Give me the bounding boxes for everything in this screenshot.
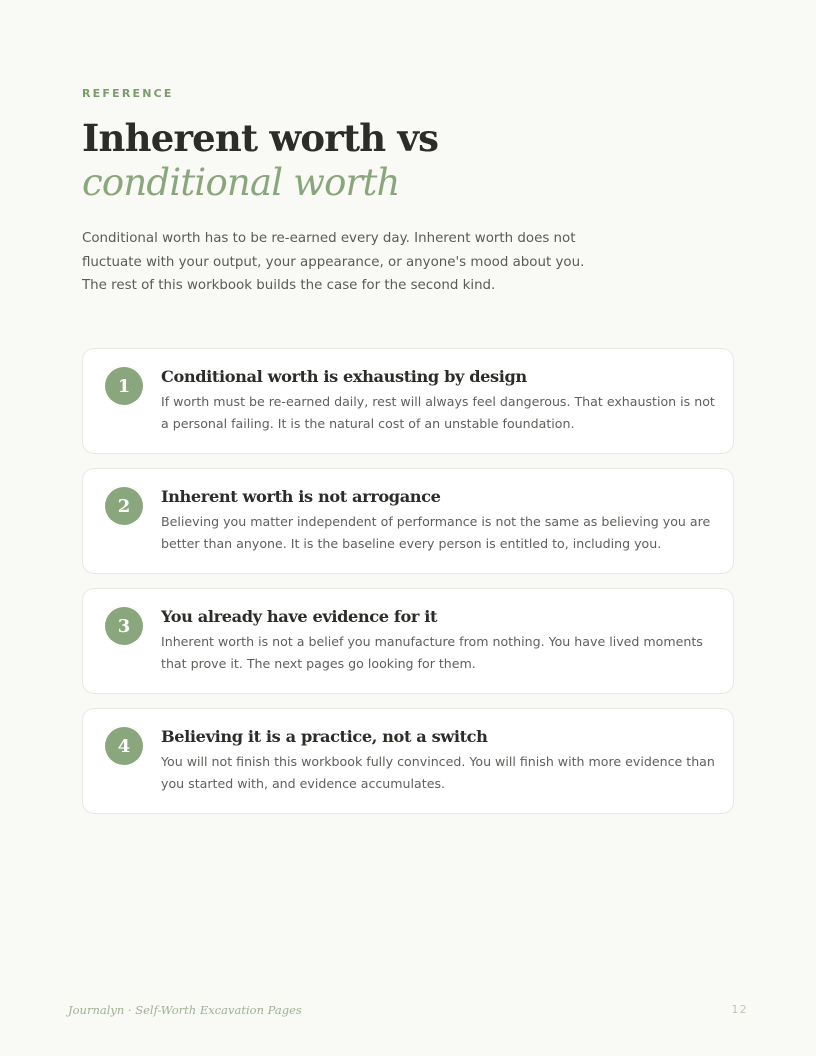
card-number-badge: 1	[105, 367, 143, 405]
card-item	[82, 468, 734, 574]
card-item	[82, 588, 734, 694]
card-title: Believing it is a practice, not a switch	[161, 727, 488, 746]
section-eyebrow: REFERENCE	[82, 87, 174, 100]
page-title	[82, 116, 642, 205]
footer-brand: Journalyn · Self-Worth Excavation Pages	[68, 1003, 302, 1017]
card-title: Inherent worth is not arrogance	[161, 487, 441, 506]
title-accent: conditional worth	[82, 161, 400, 204]
card-list	[82, 348, 734, 828]
intro-paragraph: Conditional worth has to be re-earned every day. Inherent worth does not fluctuate with your output, your appearance, or anyone's mood about you. The rest of this workbook builds the case for the second kind.	[82, 231, 585, 293]
card-body: If worth must be re-earned daily, rest will always feel dangerous. That exhaustion is not a personal failing. It is the natural cost of an unstable foundation.	[161, 394, 715, 431]
card-body: Inherent worth is not a belief you manufacture from nothing. You have lived moments that prove it. The next pages go looking for them.	[161, 634, 703, 671]
card-item	[82, 708, 734, 814]
card-title: You already have evidence for it	[161, 607, 438, 626]
card-number-badge: 2	[105, 487, 143, 525]
page-number: 12	[731, 1004, 748, 1016]
card-title: Conditional worth is exhausting by design	[161, 367, 527, 386]
card-number-badge: 3	[105, 607, 143, 645]
card-item	[82, 348, 734, 454]
card-number-badge: 4	[105, 727, 143, 765]
title-main: Inherent worth vs	[82, 116, 439, 160]
card-body: Believing you matter independent of performance is not the same as believing you are better than anyone. It is the baseline every person is entitled to, including you.	[161, 514, 711, 551]
card-body: You will not finish this workbook fully convinced. You will finish with more evidence than you started with, and evidence accumulates.	[161, 754, 715, 791]
